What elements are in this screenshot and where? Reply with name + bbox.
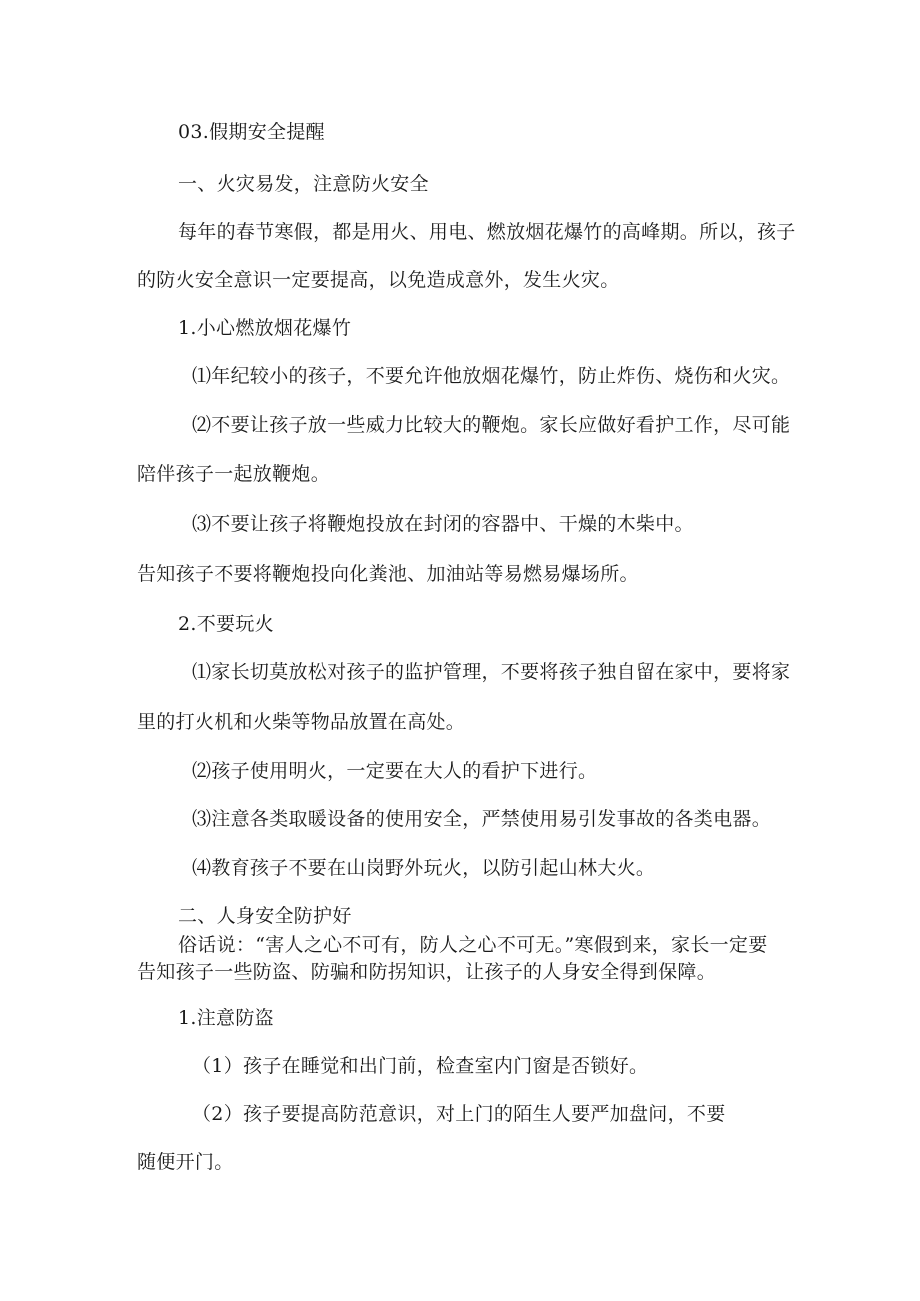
heading-personal-safety: 二、人身安全防护好 bbox=[178, 905, 352, 927]
subheading-anti-theft: 1.注意防盗 bbox=[178, 1007, 274, 1029]
list-item-continuation: 里的打火机和火柴等物品放置在高处。 bbox=[137, 711, 466, 733]
list-item: ⑷教育孩子不要在山岗野外玩火，以防引起山林大火。 bbox=[192, 857, 656, 879]
paragraph-line: 告知孩子不要将鞭炮投向化粪池、加油站等易燃易爆场所。 bbox=[137, 563, 639, 585]
list-item: ⑵不要让孩子放一些威力比较大的鞭炮。家长应做好看护工作，尽可能 bbox=[192, 414, 791, 436]
paragraph-line: 俗话说：“害人之心不可有，防人之心不可无。”寒假到来，家长一定要 bbox=[178, 934, 768, 956]
list-item: （2）孩子要提高防范意识，对上门的陌生人要严加盘问，不要 bbox=[192, 1103, 726, 1125]
section-heading-03: 03.假期安全提醒 bbox=[178, 121, 325, 143]
list-item: ⑴年纪较小的孩子，不要允许他放烟花爆竹，防止炸伤、烧伤和火灾。 bbox=[192, 365, 791, 387]
heading-fire-safety: 一、火灾易发，注意防火安全 bbox=[178, 173, 429, 195]
paragraph-line: 的防火安全意识一定要提高，以免造成意外，发生火灾。 bbox=[137, 269, 620, 291]
list-item-continuation: 陪伴孩子一起放鞭炮。 bbox=[137, 463, 331, 485]
list-item: ⑵孩子使用明火，一定要在大人的看护下进行。 bbox=[192, 760, 598, 782]
list-item: （1）孩子在睡觉和出门前，检查室内门窗是否锁好。 bbox=[192, 1055, 649, 1077]
subheading-fireworks: 1.小心燃放烟花爆竹 bbox=[178, 317, 352, 339]
list-item-continuation: 随便开门。 bbox=[137, 1151, 234, 1173]
list-item: ⑶不要让孩子将鞭炮投放在封闭的容器中、干燥的木柴中。 bbox=[192, 513, 694, 535]
subheading-no-playing-fire: 2.不要玩火 bbox=[178, 613, 274, 635]
list-item: ⑶注意各类取暖设备的使用安全，严禁使用易引发事故的各类电器。 bbox=[192, 808, 772, 830]
list-item: ⑴家长切莫放松对孩子的监护管理，不要将孩子独自留在家中，要将家 bbox=[192, 661, 791, 683]
paragraph-line: 告知孩子一些防盗、防骗和防拐知识，让孩子的人身安全得到保障。 bbox=[137, 961, 717, 983]
paragraph-line: 每年的春节寒假，都是用火、用电、燃放烟花爆竹的高峰期。所以，孩子 bbox=[178, 221, 796, 243]
